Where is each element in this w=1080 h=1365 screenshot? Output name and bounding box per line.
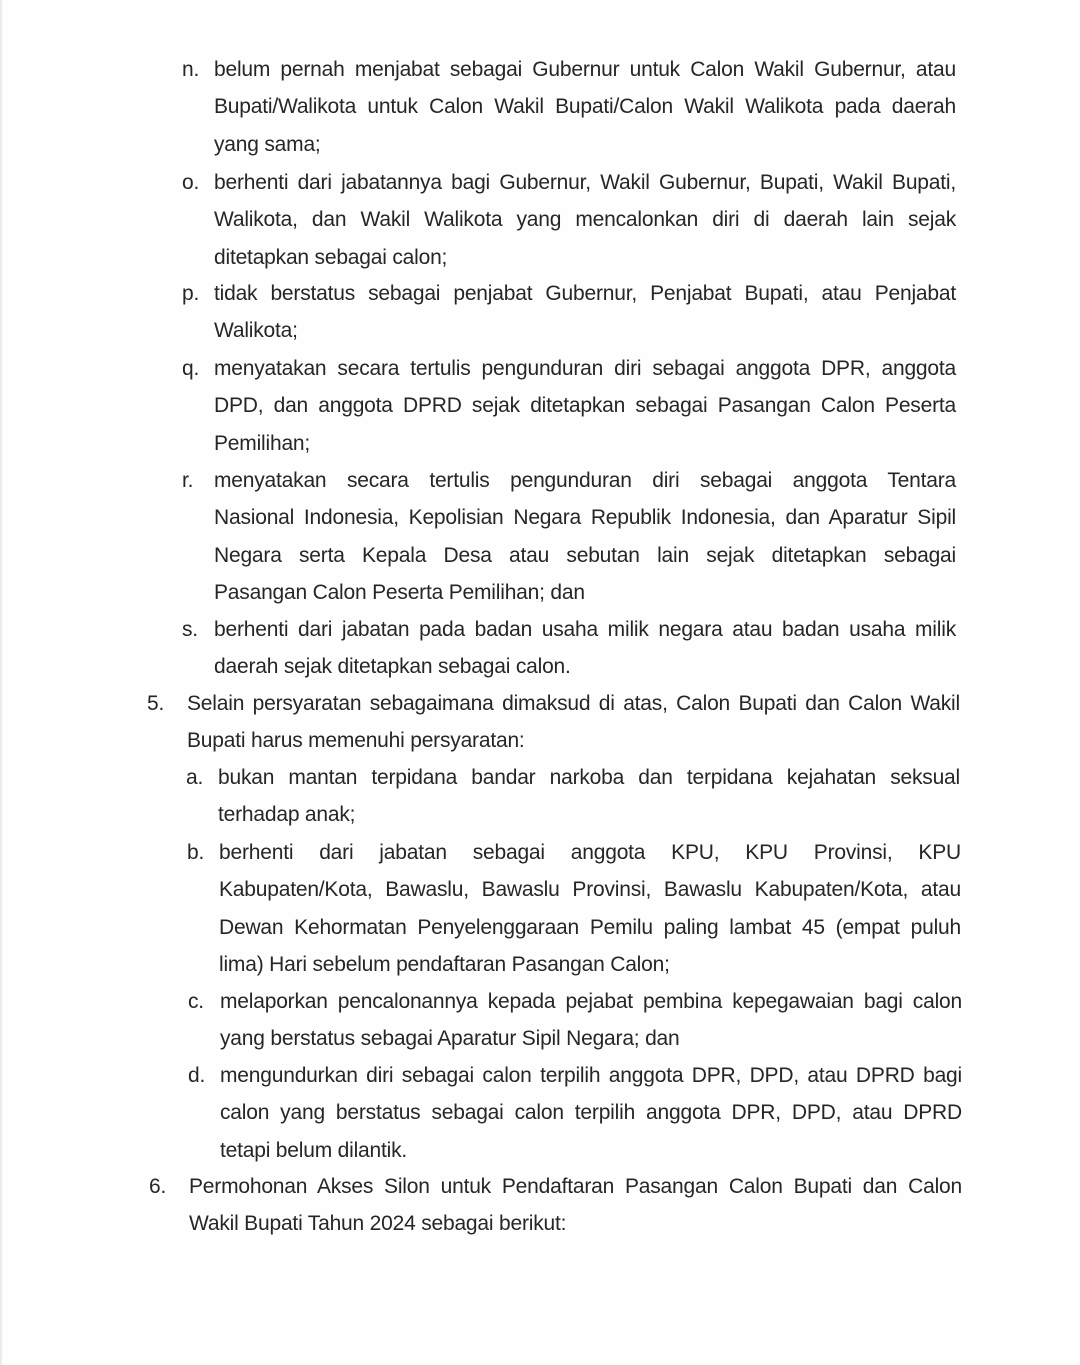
text-line: Negara serta Kepala Desa atau sebutan lain sejak ditetapkan sebagai	[214, 543, 956, 567]
text-line: Permohonan Akses Silon untuk Pendaftaran Pasangan Calon Bupati dan Calon	[189, 1175, 962, 1198]
item-marker: n.	[182, 58, 200, 81]
text-line: yang sama;	[214, 132, 321, 156]
text-line: DPD, dan anggota DPRD sejak ditetapkan sebagai Pasangan Calon Peserta	[214, 394, 956, 418]
item-text	[214, 350, 956, 462]
text-line: Nasional Indonesia, Kepolisian Negara Republik Indonesia, dan Aparatur Sipil	[214, 506, 956, 530]
text-line: berhenti dari jabatan sebagai anggota KPU, KPU Provinsi, KPU	[219, 841, 961, 864]
text-line: Kabupaten/Kota, Bawaslu, Bawaslu Provinsi, Bawaslu Kabupaten/Kota, atau	[219, 878, 961, 902]
item-text	[187, 685, 960, 760]
text-line: terhadap anak;	[218, 803, 356, 827]
text-line: Dewan Kehormatan Penyelenggaraan Pemilu paling lambat 45 (empat puluh	[219, 915, 961, 939]
item-text	[214, 164, 956, 276]
text-line: calon yang berstatus sebagai calon terpilih anggota DPR, DPD, atau DPRD	[220, 1101, 962, 1125]
item-marker: 5.	[147, 692, 165, 715]
item-marker: o.	[182, 171, 200, 194]
item-text	[189, 1168, 962, 1243]
item-text	[220, 1057, 962, 1169]
item-marker: a.	[186, 766, 204, 789]
text-line: tidak berstatus sebagai penjabat Gubernur, Penjabat Bupati, atau Penjabat	[214, 282, 956, 305]
text-line: Selain persyaratan sebagaimana dimaksud di atas, Calon Bupati dan Calon Wakil	[187, 692, 960, 715]
text-line: Pemilihan;	[214, 431, 311, 455]
item-text	[214, 275, 956, 350]
item-marker: d.	[188, 1064, 206, 1087]
text-line: menyatakan secara tertulis pengunduran diri sebagai anggota DPR, anggota	[214, 357, 956, 380]
text-line: ditetapkan sebagai calon;	[214, 245, 448, 269]
text-line: daerah sejak ditetapkan sebagai calon.	[214, 655, 571, 679]
item-text	[218, 759, 960, 834]
item-text	[220, 983, 962, 1058]
item-marker: q.	[182, 357, 200, 380]
text-line: belum pernah menjabat sebagai Gubernur untuk Calon Wakil Gubernur, atau	[214, 58, 956, 81]
text-line: Wakil Bupati Tahun 2024 sebagai berikut:	[189, 1212, 567, 1236]
item-marker: 6.	[149, 1175, 167, 1198]
text-line: Pasangan Calon Peserta Pemilihan; dan	[214, 580, 585, 604]
text-line: lima) Hari sebelum pendaftaran Pasangan Calon;	[219, 952, 670, 976]
text-line: mengundurkan diri sebagai calon terpilih anggota DPR, DPD, atau DPRD bagi	[220, 1064, 962, 1087]
text-line: melaporkan pencalonannya kepada pejabat pembina kepegawaian bagi calon	[220, 990, 962, 1013]
item-text	[214, 51, 956, 163]
text-line: yang berstatus sebagai Aparatur Sipil Negara; dan	[220, 1027, 680, 1051]
item-marker: r.	[182, 469, 194, 492]
item-marker: p.	[182, 282, 200, 305]
text-line: tetapi belum dilantik.	[220, 1138, 408, 1162]
item-text	[214, 462, 956, 611]
item-marker: s.	[182, 618, 198, 641]
text-line: Bupati/Walikota untuk Calon Wakil Bupati/Calon Wakil Walikota pada daerah	[214, 95, 956, 119]
item-marker: b.	[187, 841, 205, 864]
item-marker: c.	[188, 990, 204, 1013]
item-text	[214, 611, 956, 686]
text-line: berhenti dari jabatan pada badan usaha milik negara atau badan usaha milik	[214, 618, 956, 641]
text-line: Walikota;	[214, 319, 298, 343]
text-line: menyatakan secara tertulis pengunduran diri sebagai anggota Tentara	[214, 469, 956, 492]
text-line: berhenti dari jabatannya bagi Gubernur, Wakil Gubernur, Bupati, Wakil Bupati,	[214, 171, 956, 194]
text-line: Walikota, dan Wakil Walikota yang mencalonkan diri di daerah lain sejak	[214, 208, 956, 232]
item-text	[219, 834, 961, 983]
text-line: Bupati harus memenuhi persyaratan:	[187, 729, 525, 753]
text-line: bukan mantan terpidana bandar narkoba dan terpidana kejahatan seksual	[218, 766, 960, 789]
